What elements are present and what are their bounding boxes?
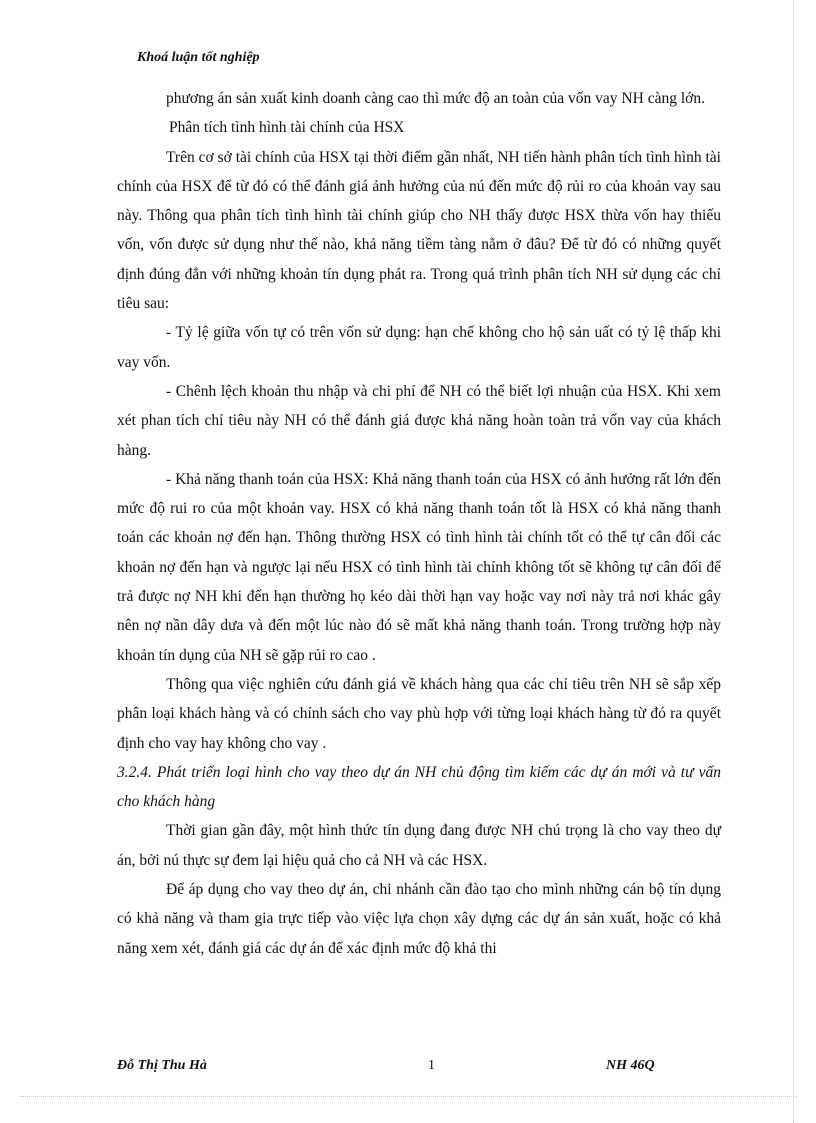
bullet-paragraph: - Khả năng thanh toán của HSX: Khả năng thanh toán của HSX có ảnh hưởng rất lớn đến mức độ rui ro của một khoản vay. HSX có khả năng thanh toán tốt là HSX có khả năng thanh toán các khoản nợ đến hạn. Thông thường HSX có tình hình tài chính tốt có thể tự cân đối các khoản nợ đến hạn và ngược lại nếu HSX có tình hình tài chính không tốt sẽ không tự cân đối để trả được nợ NH khi đến hạn thường họ kéo dài thời hạn vay hoặc vay nơi này trả nơi khác gây nên nợ nần dây dưa và đến một lúc nào đó sẽ mất khả năng thanh toán. Trong trường hợp này khoản tín dụng của NH sẽ gặp rủi ro cao . (117, 470, 721, 664)
paragraph: Thời gian gần đây, một hình thức tín dụng đang được NH chú trọng là cho vay theo dự án, bởi nú thực sự đem lại hiệu quả cho cả NH và các HSX. (117, 822, 721, 869)
paragraph: Để áp dụng cho vay theo dự án, chi nhánh cần đào tạo cho mình những cán bộ tín dụng có khả năng và tham gia trực tiếp vào việc lựa chọn xây dựng các dự án sản xuất, hoặc có khả năng xem xét, đánh giá các dự án để xác định mức độ khả thi (117, 881, 721, 957)
paragraph: Trên cơ sở tài chính của HSX tại thời điểm gần nhất, NH tiến hành phân tích tình hình tài chính của HSX để từ đó có thể đánh giá ảnh hưởng của nú đến mức độ rủi ro của khoản vay sau này. Thông qua phân tích tình hình tài chính giúp cho NH thấy được HSX thừa vốn hay thiếu vốn, vốn được sử dụng như thế nào, khả năng tiềm tàng nằm ở đâu? Để từ đó có những quyết định đúng đắn với những khoản tín dụng phát ra. Trong quá trình phân tích NH sử dụng các chỉ tiêu sau: (117, 148, 721, 313)
document-body (117, 84, 721, 963)
footer-class-code: NH 46Q (606, 1058, 655, 1073)
bullet-paragraph: - Tỷ lệ giữa vốn tự có trên vốn sử dụng: hạn chế không cho hộ sản uất có tỷ lệ thấp khi vay vốn. (117, 324, 721, 371)
bullet-paragraph: - Chênh lệch khoản thu nhập và chi phí để NH có thể biết lợi nhuận của HSX. Khi xem xét phan tích chỉ tiêu này NH có thể đánh giá được khả năng hoàn toàn trả vốn vay của khách hàng. (117, 382, 721, 459)
paragraph: Thông qua việc nghiên cứu đánh giá về khách hàng qua các chỉ tiêu trên NH sẽ sắp xếp phân loại khách hàng và có chính sách cho vay phù hợp với từng loại khách hàng từ đó ra quyết định cho vay hay không cho vay . (117, 675, 721, 752)
subheading: Phân tích tình hình tài chính của HSX (169, 119, 405, 137)
footer-page-number: 1 (428, 1058, 435, 1073)
running-header: Khoá luận tốt nghiệp (137, 50, 260, 65)
paragraph: phương án sản xuất kinh doanh càng cao thì mức độ an toàn của vốn vay NH càng lớn. (166, 90, 705, 107)
footer-author: Đỗ Thị Thu Hà (117, 1058, 207, 1073)
section-heading: 3.2.4. Phát triển loại hình cho vay theo dự án NH chủ động tìm kiếm các dự án mới và tư vấn cho khách hàng (117, 763, 721, 811)
page-boundary-horizontal (20, 1096, 796, 1097)
page-boundary-vertical (793, 0, 794, 1123)
